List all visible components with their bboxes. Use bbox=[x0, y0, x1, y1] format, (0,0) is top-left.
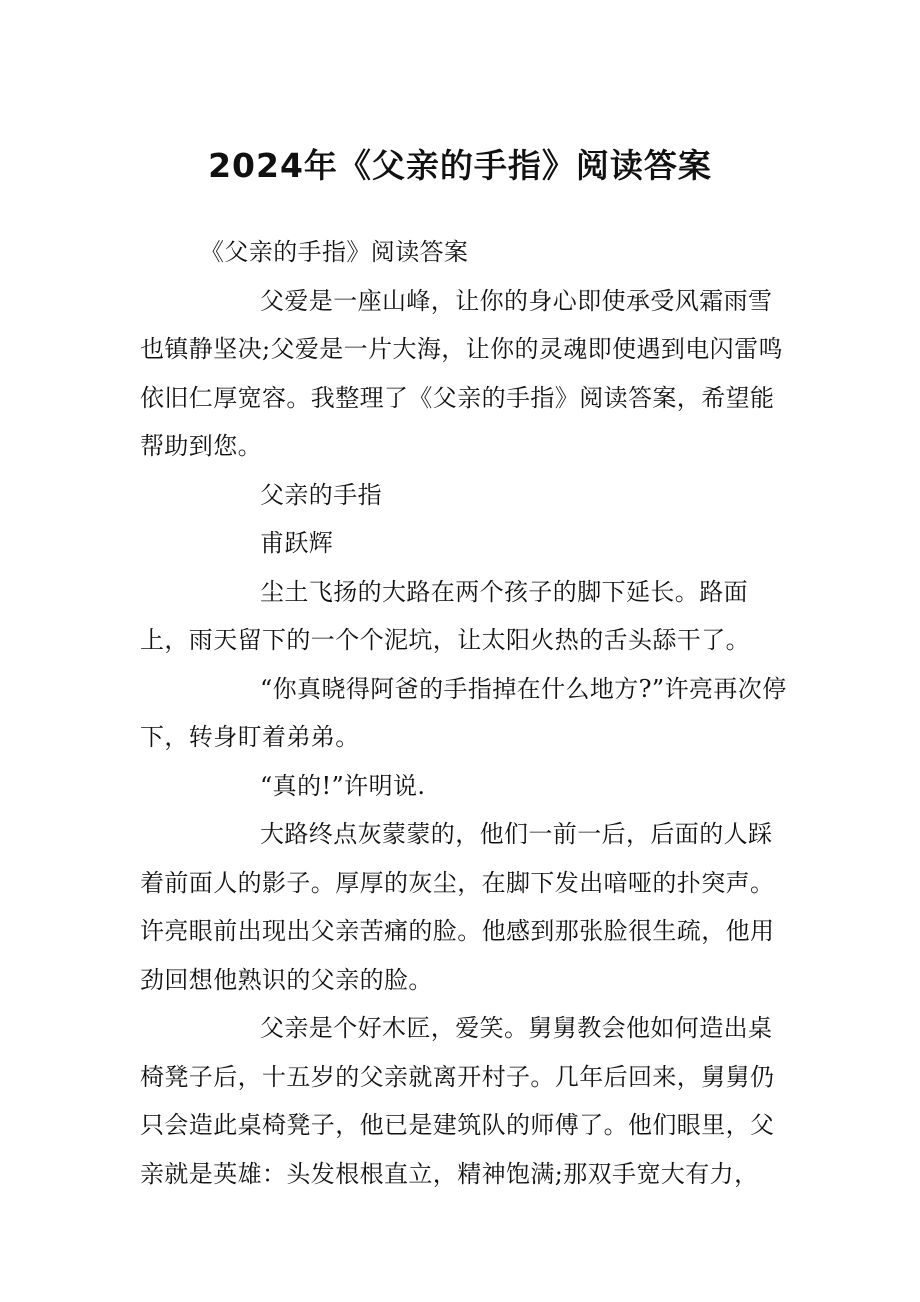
story-author: 甫跃辉 bbox=[260, 529, 334, 557]
story-paragraph: “真的!”许明说. bbox=[260, 771, 426, 800]
document-body bbox=[140, 228, 790, 1198]
story-paragraph: 尘土飞扬的大路在两个孩子的脚下延长。路面上，雨天留下的一个个泥坑，让太阳火热的舌头舔干了。 bbox=[140, 577, 750, 654]
story-paragraph: 父亲是个好木匠，爱笑。舅舅教会他如何造出桌椅凳子后，十五岁的父亲就离开村子。几年后回来，舅舅仍只会造此桌椅凳子，他已是建筑队的师傅了。他们眼里，父亲就是英雄：头发根根直立，精神饱满;那双手宽大有力， bbox=[140, 1014, 775, 1188]
story-paragraph: “你真晓得阿爸的手指掉在什么地方?”许亮再次停下，转身盯着弟弟。 bbox=[140, 674, 787, 751]
document-title: 2024年《父亲的手指》阅读答案 bbox=[208, 146, 712, 185]
intro-paragraph: 父爱是一座山峰，让你的身心即使承受风霜雨雪也镇静坚决;父爱是一片大海，让你的灵魂即使遇到电闪雷鸣依旧仁厚宽容。我整理了《父亲的手指》阅读答案，希望能帮助到您。 bbox=[140, 286, 783, 460]
intro-heading: 《父亲的手指》阅读答案 bbox=[200, 238, 469, 266]
story-title: 父亲的手指 bbox=[260, 480, 382, 509]
story-paragraph: 大路终点灰蒙蒙的，他们一前一后，后面的人踩着前面人的影子。厚厚的灰尘，在脚下发出喑哑的扑突声。许亮眼前出现出父亲苦痛的脸。他感到那张脸很生疏，他用劲回想他熟识的父亲的脸。 bbox=[140, 820, 775, 994]
